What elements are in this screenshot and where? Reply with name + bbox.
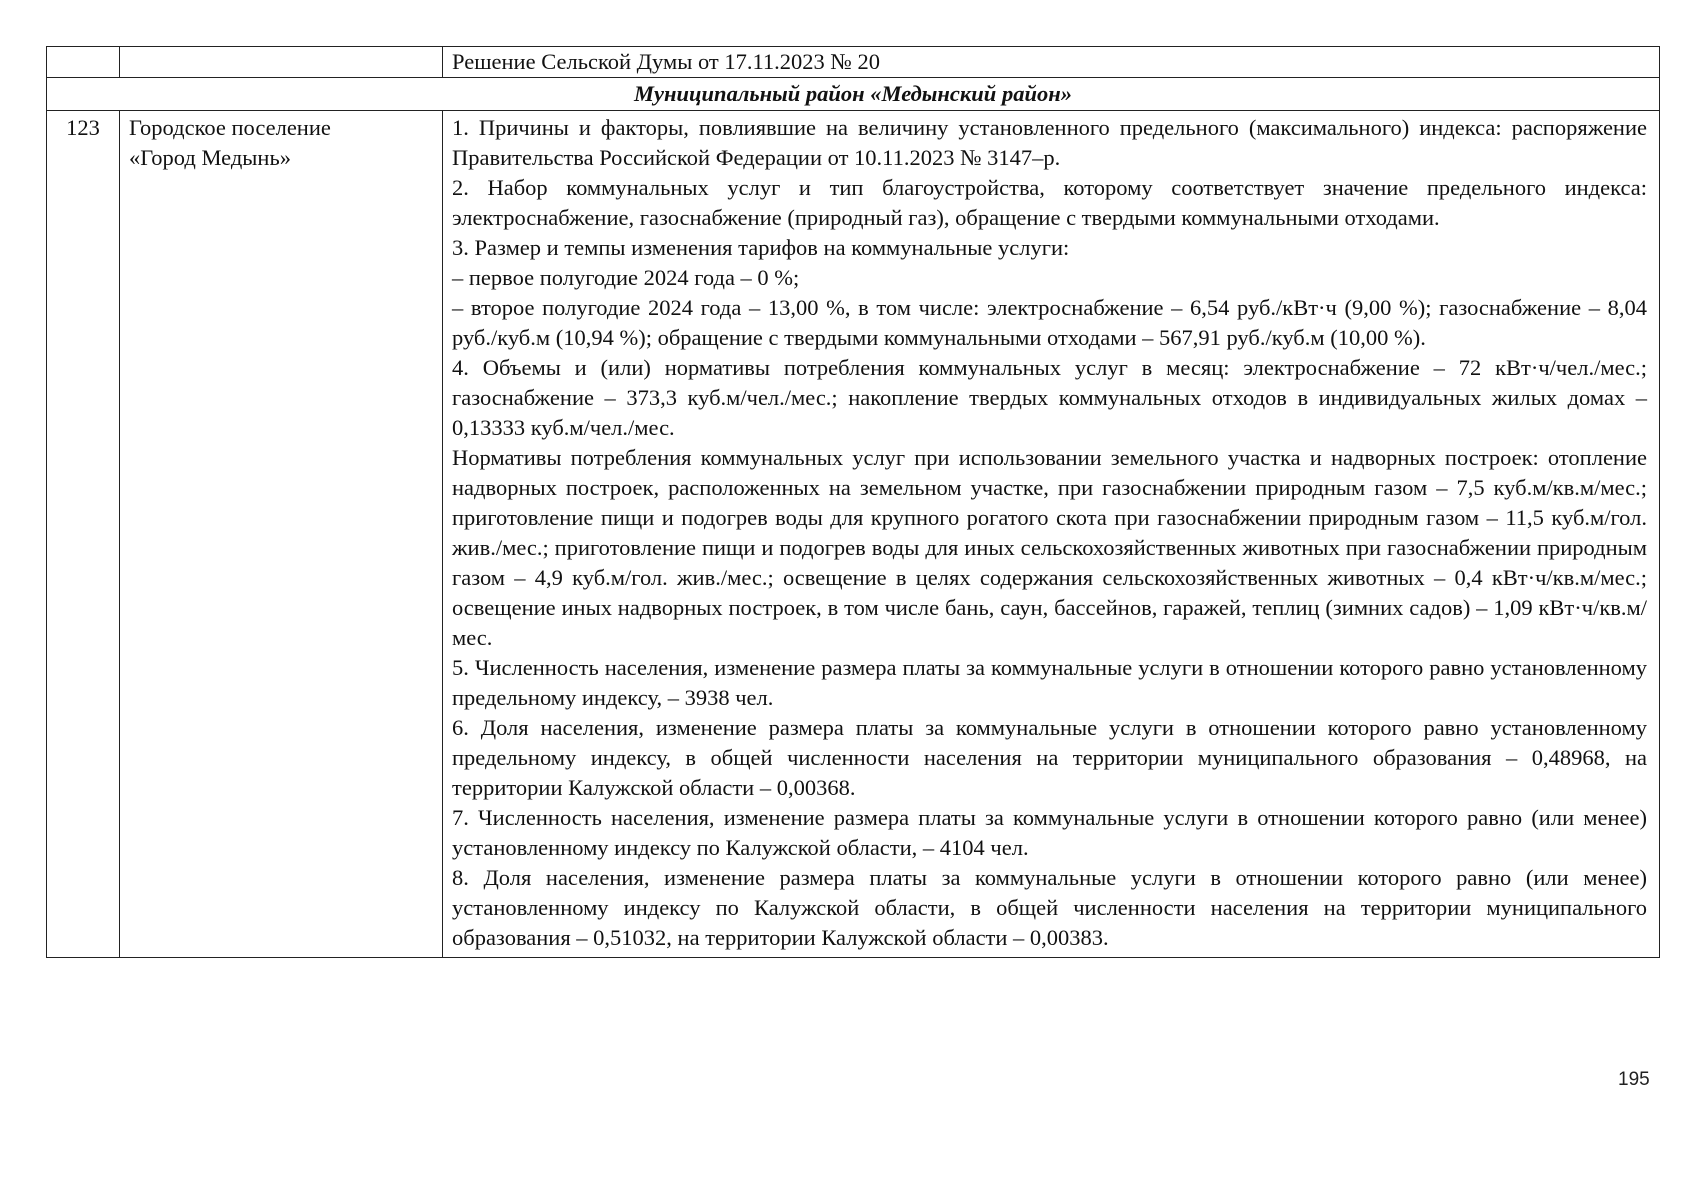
page-number: 195 [1618, 1069, 1650, 1090]
entry-name-line-2: «Город Медынь» [129, 145, 291, 170]
paragraph-3-first-half: – первое полугодие 2024 года – 0 %; [452, 265, 800, 290]
paragraph-6: 6. Доля населения, изменение размера платы за коммунальные услуги в отношении которого равно установленному предельному индексу, в общей численности населения на территории муниципального образования – 0,48968, на территории Калужской области – 0,00368. [452, 715, 1647, 800]
paragraph-5: 5. Численность населения, изменение размера платы за коммунальные услуги в отношении которого равно установленному предельному индексу, – 3938 чел. [452, 655, 1647, 710]
entry-row [47, 111, 1660, 958]
reference-row [47, 47, 1660, 78]
paragraph-7: 7. Численность населения, изменение размера платы за коммунальные услуги в отношении которого равно (или менее) установленному индексу по Калужской области, – 4104 чел. [452, 805, 1647, 860]
reference-empty-cell-name [120, 47, 443, 78]
reference-text: Решение Сельской Думы от 17.11.2023 № 20 [443, 47, 1660, 78]
paragraph-3: 3. Размер и темпы изменения тарифов на коммунальные услуги: [452, 235, 1070, 260]
paragraph-3-second-half: – второе полугодие 2024 года – 13,00 %, в том числе: электроснабжение – 6,54 руб./кВт·ч (9,00 %); газоснабжение – 8,04 руб./куб.м (10,94 %); обращение с твердыми коммунальными отходами – 567,91 руб./куб.м (10,00 %). [452, 295, 1647, 350]
paragraph-8: 8. Доля населения, изменение размера платы за коммунальные услуги в отношении которого равно (или менее) установленному индексу по Калужской области, в общей численности населения на территории муниципального образования – 0,51032, на территории Калужской области – 0,00383. [452, 865, 1647, 950]
paragraph-2: 2. Набор коммунальных услуг и тип благоустройства, которому соответствует значение предельного индекса: электроснабжение, газоснабжение (природный газ), обращение с твердыми коммунальными отходами. [452, 175, 1647, 230]
entry-name-line-1: Городское поселение [129, 115, 331, 140]
paragraph-4-norms: Нормативы потребления коммунальных услуг при использовании земельного участка и надворных построек: отопление надворных построек, расположенных на земельном участке, при газоснабжении природным газом – 7,5 куб.м/кв.м/мес.; приготовление пищи и подогрев воды для крупного рогатого скота при газоснабжении природным газом – 11,5 куб.м/гол. жив./мес.; приготовление пищи и подогрев воды для иных сельскохозяйственных животных при газоснабжении природным газом – 4,9 куб.м/гол. жив./мес.; освещение в целях содержания сельскохозяйственных животных – 0,4 кВт·ч/кв.м/мес.; освещение иных надворных построек, в том числе бань, саун, бассейнов, гаражей, теплиц (зимних садов) – 1,09 кВт·ч/кв.м/мес. [452, 445, 1647, 650]
entry-number: 123 [47, 111, 120, 958]
paragraph-4: 4. Объемы и (или) нормативы потребления коммунальных услуг в месяц: электроснабжение – 72 кВт·ч/чел./мес.; газоснабжение – 373,3 куб.м/чел./мес.; накопление твердых коммунальных отходов в индивидуальных жилых домах – 0,13333 куб.м/чел./мес. [452, 355, 1647, 440]
district-header: Муниципальный район «Медынский район» [47, 78, 1660, 111]
paragraph-1: 1. Причины и факторы, повлиявшие на величину установленного предельного (максимального) индекса: распоряжение Правительства Российской Федерации от 10.11.2023 № 3147–р. [452, 115, 1647, 170]
document-table [46, 46, 1660, 958]
reference-empty-cell-num [47, 47, 120, 78]
entry-name [120, 111, 443, 958]
entry-text [443, 111, 1660, 958]
district-header-row [47, 78, 1660, 111]
